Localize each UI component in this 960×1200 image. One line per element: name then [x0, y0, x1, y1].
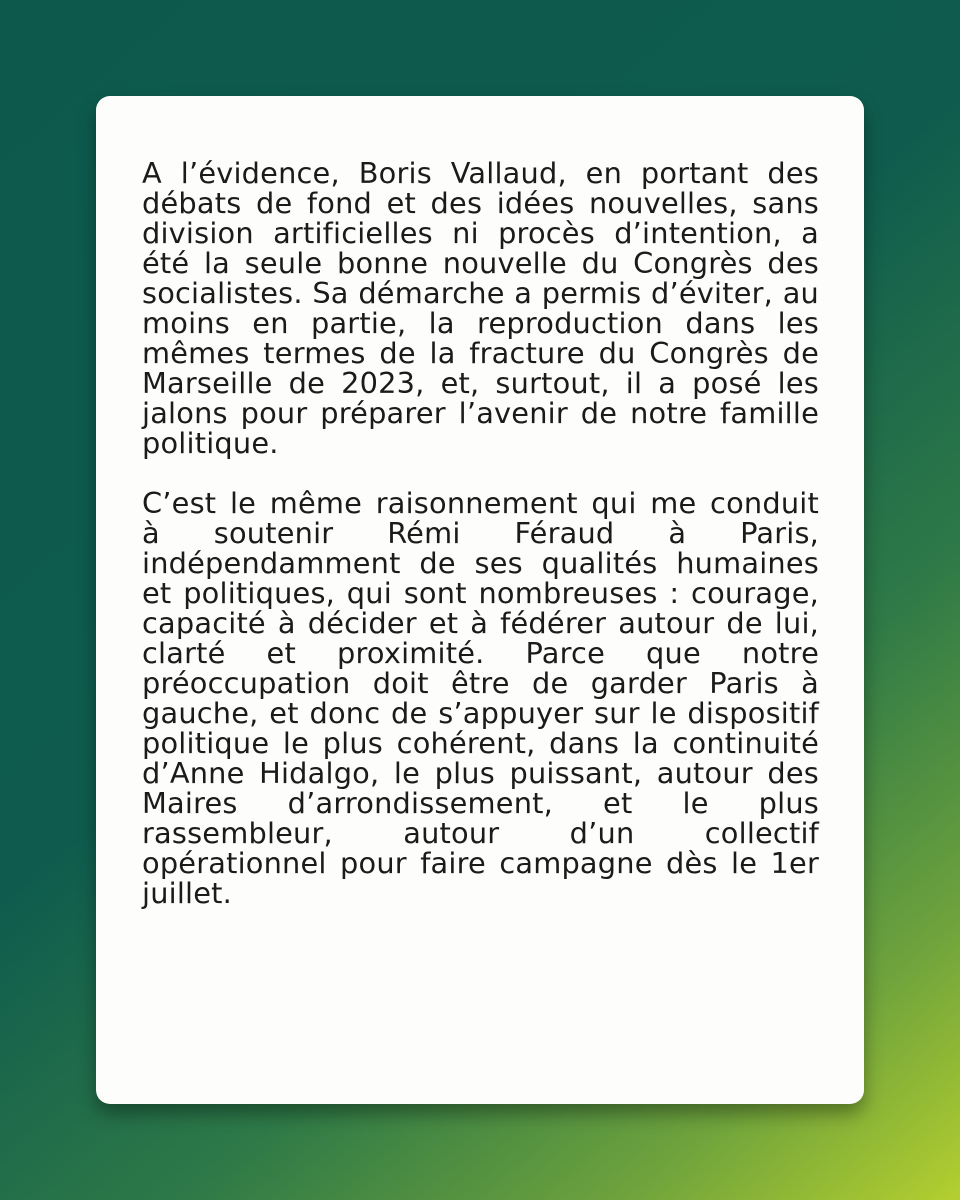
text-card	[96, 96, 864, 1104]
paragraph-1: A l’évidence, Boris Vallaud, en portant des débats de fond et des idées nouvelles, sans division artificielles ni procès d’intention, a été la seule bonne nouvelle du Congrès des socialistes. Sa démarche a permis d’éviter, au moins en partie, la reproduction dans les mêmes termes de la fracture du Congrès de Marseille de 2023, et, surtout, il a posé les jalons pour préparer l’avenir de notre famille politique.	[142, 156, 819, 460]
paragraph-2: C’est le même raisonnement qui me conduit à soutenir Rémi Féraud à Paris, indépendamment de ses qualités humaines et politiques, qui sont nombreuses : courage, capacité à décider et à fédérer autour de lui, clarté et proximité. Parce que notre préoccupation doit être de garder Paris à gauche, et donc de s’appuyer sur le dispositif politique le plus cohérent, dans la continuité d’Anne Hidalgo, le plus puissant, autour des Maires d’arrondissement, et le plus rassembleur, autour d’un collectif opérationnel pour faire campagne dès le 1er juillet.	[142, 486, 819, 910]
